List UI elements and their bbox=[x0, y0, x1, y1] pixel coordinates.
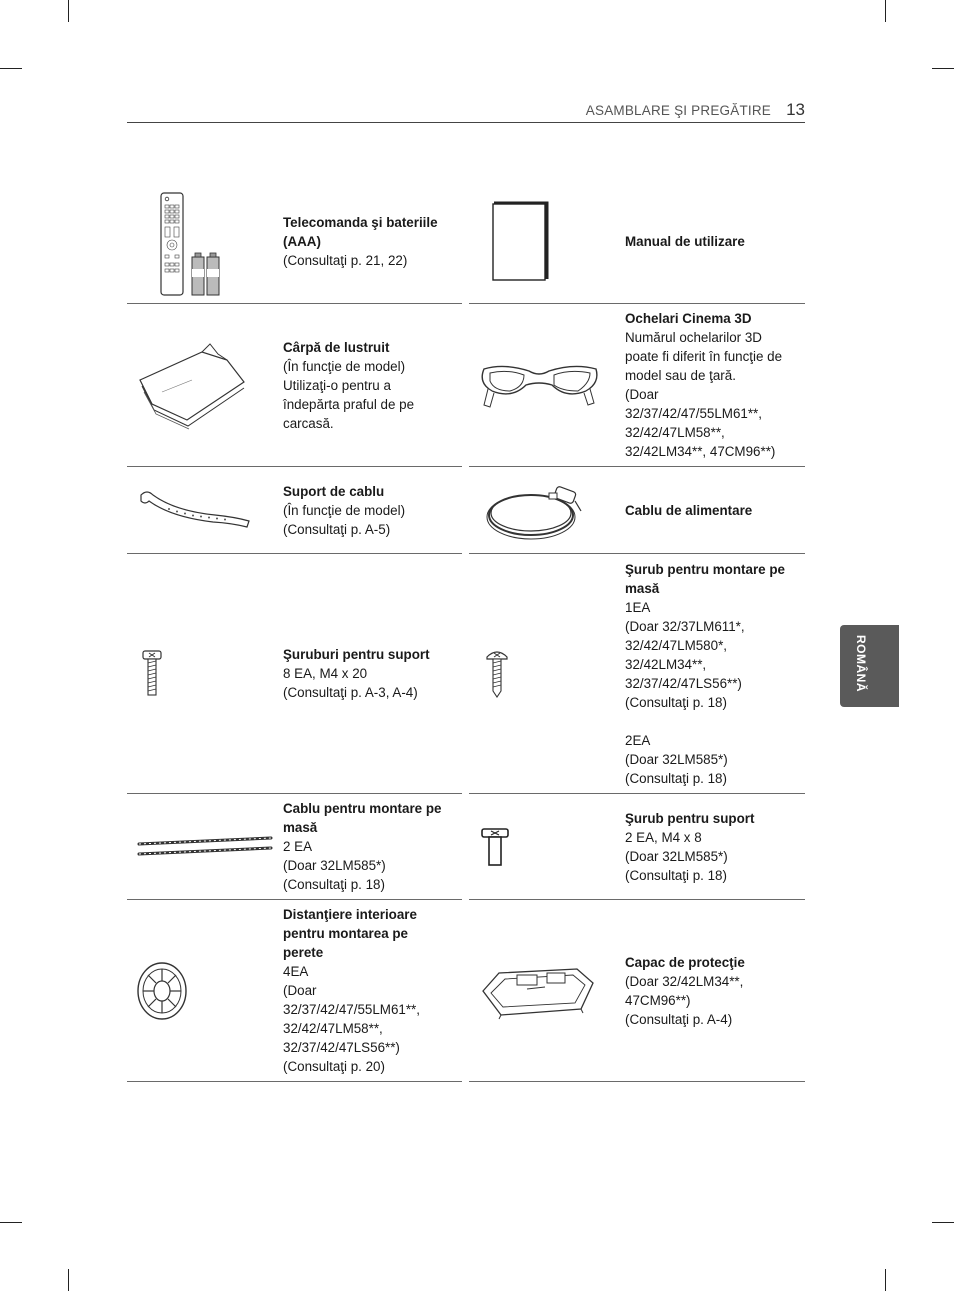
language-tab-label: ROMÂNĂ bbox=[854, 635, 868, 692]
polishing-cloth-icon bbox=[127, 304, 257, 466]
accessory-text bbox=[625, 467, 805, 553]
crop-mark bbox=[885, 0, 886, 22]
short-stand-screw-icon bbox=[475, 794, 515, 899]
accessory-item bbox=[127, 304, 462, 467]
accessory-desc: (În funcţie de model) (Consultaţi p. A-5) bbox=[283, 502, 406, 537]
accessory-name: Şurub pentru suport bbox=[625, 810, 755, 826]
accessory-desc: (În funcţie de model) Utilizaţi-o pentru a îndepărta praful de pe carcasă. bbox=[283, 358, 415, 431]
section-title: ASAMBLARE ŞI PREGĂTIRE bbox=[585, 103, 771, 118]
accessory-name: Cablu de alimentare bbox=[625, 502, 753, 518]
accessory-text bbox=[625, 554, 805, 793]
crop-mark bbox=[885, 1269, 886, 1291]
power-cord-icon bbox=[474, 467, 594, 553]
cable-holder-icon bbox=[132, 467, 257, 553]
accessory-text bbox=[283, 304, 463, 466]
remote-batteries-icon bbox=[137, 180, 247, 303]
protective-cover-icon bbox=[474, 900, 599, 1081]
accessory-text bbox=[283, 900, 463, 1081]
desk-mount-cable-icon bbox=[132, 794, 277, 899]
accessory-text bbox=[625, 794, 805, 899]
accessory-desc: 4EA (Doar 32/37/42/47/55LM61**, 32/42/47LM58**, 32/37/42/47LS56**) (Consultaţi p. 20) bbox=[283, 964, 420, 1074]
accessory-name: Manual de utilizare bbox=[625, 234, 745, 249]
accessory-name: Cârpă de lustruit bbox=[283, 339, 390, 355]
accessory-desc: 1EA (Doar 32/37LM611*, 32/42/47LM580*, 32/42LM34**, 32/37/42/47LS56**) (Consultaţi p. 18) 2EA (Doar 32LM585*) (Consultaţi p. 18) bbox=[625, 599, 745, 786]
crop-mark bbox=[68, 0, 69, 22]
accessory-text bbox=[625, 304, 805, 466]
accessory-item bbox=[127, 467, 462, 554]
accessory-item bbox=[469, 554, 805, 794]
accessory-name: Ochelari Cinema 3D bbox=[625, 311, 752, 326]
accessory-text bbox=[283, 180, 463, 303]
crop-mark bbox=[932, 1222, 954, 1223]
accessory-desc: (Consultaţi p. 21, 22) bbox=[283, 253, 408, 268]
accessory-item bbox=[469, 304, 805, 467]
stand-screw-icon bbox=[132, 554, 172, 793]
accessory-item bbox=[127, 554, 462, 794]
wall-spacer-icon bbox=[132, 900, 192, 1081]
manual-icon bbox=[469, 180, 559, 303]
accessory-text bbox=[283, 794, 463, 899]
page-number: 13 bbox=[786, 100, 805, 119]
accessory-name: Şurub pentru montare pe masă bbox=[625, 561, 785, 596]
accessory-name: Şuruburi pentru suport bbox=[283, 647, 430, 662]
accessory-desc: 8 EA, M4 x 20 (Consultaţi p. A-3, A-4) bbox=[283, 666, 418, 700]
accessory-desc: 2 EA (Doar 32LM585*) (Consultaţi p. 18) bbox=[283, 839, 386, 892]
accessory-item bbox=[127, 900, 462, 1082]
crop-mark bbox=[932, 68, 954, 69]
desk-mount-screw-icon bbox=[477, 554, 517, 793]
accessory-item bbox=[127, 180, 462, 304]
accessory-name: Telecomanda şi bateriile (AAA) bbox=[283, 215, 438, 249]
accessory-item bbox=[469, 467, 805, 554]
accessory-text bbox=[283, 467, 463, 553]
accessory-item bbox=[469, 794, 805, 900]
accessory-name: Distanţiere interioare pentru montarea pe perete bbox=[283, 907, 417, 960]
accessory-text bbox=[625, 900, 805, 1081]
accessory-name: Capac de protecţie bbox=[625, 954, 745, 970]
accessory-text bbox=[625, 180, 805, 303]
3d-glasses-icon bbox=[469, 304, 609, 466]
accessory-item bbox=[469, 900, 805, 1082]
page-header bbox=[127, 100, 805, 123]
accessory-desc: Numărul ochelarilor 3D poate fi diferit în funcţie de model sau de ţară. (Doar 32/37/42/47/55LM61**, 32/42/47LM58**, 32/42LM34**, 47CM96**) bbox=[625, 330, 783, 459]
accessory-desc: 2 EA, M4 x 8 (Doar 32LM585*) (Consultaţi p. 18) bbox=[625, 829, 728, 883]
language-tab bbox=[840, 625, 899, 707]
crop-mark bbox=[0, 1222, 22, 1223]
accessory-item bbox=[469, 180, 805, 304]
crop-mark bbox=[68, 1269, 69, 1291]
accessory-name: Suport de cablu bbox=[283, 483, 385, 499]
accessory-item bbox=[127, 794, 462, 900]
accessory-text bbox=[283, 554, 463, 793]
accessory-desc: (Doar 32/42LM34**, 47CM96**) (Consultaţi p. A-4) bbox=[625, 973, 744, 1027]
accessory-name: Cablu pentru montare pe masă bbox=[283, 801, 442, 835]
crop-mark bbox=[0, 68, 22, 69]
